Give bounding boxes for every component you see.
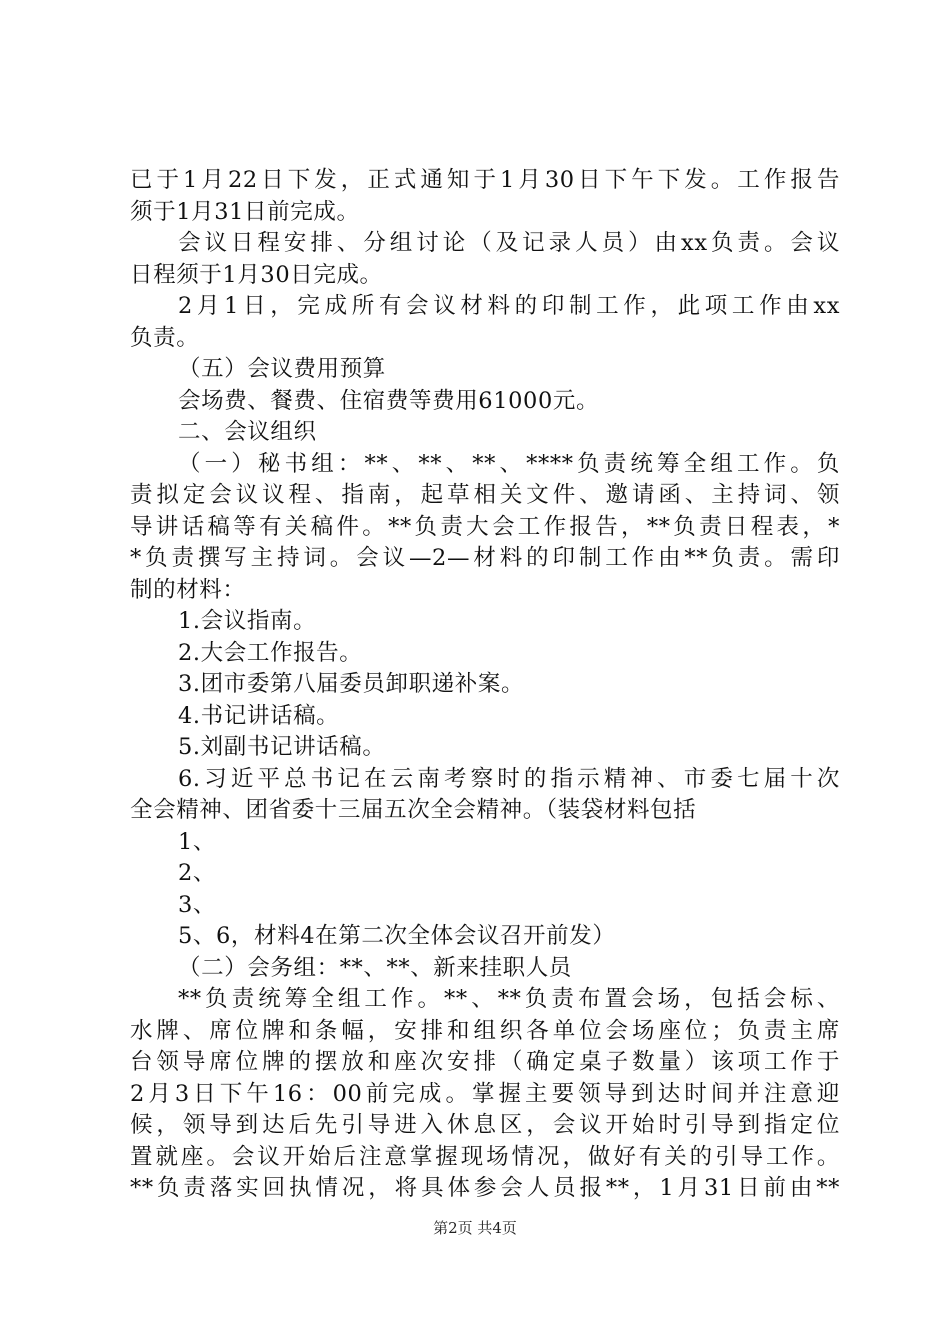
text-line: 1、 [178,828,217,855]
text-line: 3.团市委第八届委员卸职递补案。 [178,671,525,697]
text-line: 3、 [178,891,217,918]
text-line: 会场费、餐费、住宿费等费用61000元。 [178,387,600,414]
text-line: 导讲话稿等有关稿件。**负责大会工作报告，**负责日程表，* [130,513,840,540]
text-line: 二、会议组织 [178,419,317,445]
text-line: （二）会务组：**、**、新来挂职人员 [178,954,572,981]
text-line: 负责。 [130,324,200,351]
text-line: 制的材料： [130,576,246,603]
text-line: **负责落实回执情况，将具体参会人员报**，1月31日前由** [130,1175,840,1201]
text-line: 台领导席位牌的摆放和座次安排（确定桌子数量）该项工作于 [130,1049,840,1075]
text-line: 5、6，材料4在第二次全体会议召开前发） [178,923,616,949]
text-line: 1.会议指南。 [178,608,317,634]
text-line: 2.大会工作报告。 [178,639,363,666]
text-line: （五）会议费用预算 [178,356,386,382]
text-line: 2月3日下午16：00前完成。掌握主要领导到达时间并注意迎 [130,1080,840,1107]
text-line: 责拟定会议议程、指南，起草相关文件、邀请函、主持词、领 [130,482,840,508]
text-line: 已于1月22日下发，正式通知于1月30日下午下发。工作报告 [130,167,840,193]
document-body [130,165,840,1205]
text-line: 候，领导到达后先引导进入休息区，会议开始时引导到指定位 [130,1112,840,1138]
text-line: 置就座。会议开始后注意掌握现场情况，做好有关的引导工作。 [130,1143,840,1170]
text-line: 4.书记讲话稿。 [178,702,340,729]
text-line: 水牌、席位牌和条幅，安排和组织各单位会场座位；负责主席 [130,1017,840,1044]
text-line: 日程须于1月30日完成。 [130,261,383,288]
text-line: 全会精神、团省委十三届五次全会精神。（装袋材料包括 [130,797,697,823]
text-line: 2、 [178,860,217,886]
text-line: 2月1日，完成所有会议材料的印制工作，此项工作由xx [178,293,840,319]
text-line: 须于1月31日前完成。 [130,198,360,225]
text-line: *负责撰写主持词。会议—2—材料的印制工作由**负责。需印 [130,545,840,571]
page-footer: 第2页 共4页 [433,1219,517,1237]
text-line: 会议日程安排、分组讨论（及记录人员）由xx负责。会议 [178,230,840,256]
text-line: 6.习近平总书记在云南考察时的指示精神、市委七届十次 [178,765,840,792]
text-line: **负责统筹全组工作。**、**负责布置会场，包括会标、 [178,986,840,1012]
text-line: （一）秘书组：**、**、**、****负责统筹全组工作。负 [178,450,840,477]
text-line: 5.刘副书记讲话稿。 [178,734,386,760]
